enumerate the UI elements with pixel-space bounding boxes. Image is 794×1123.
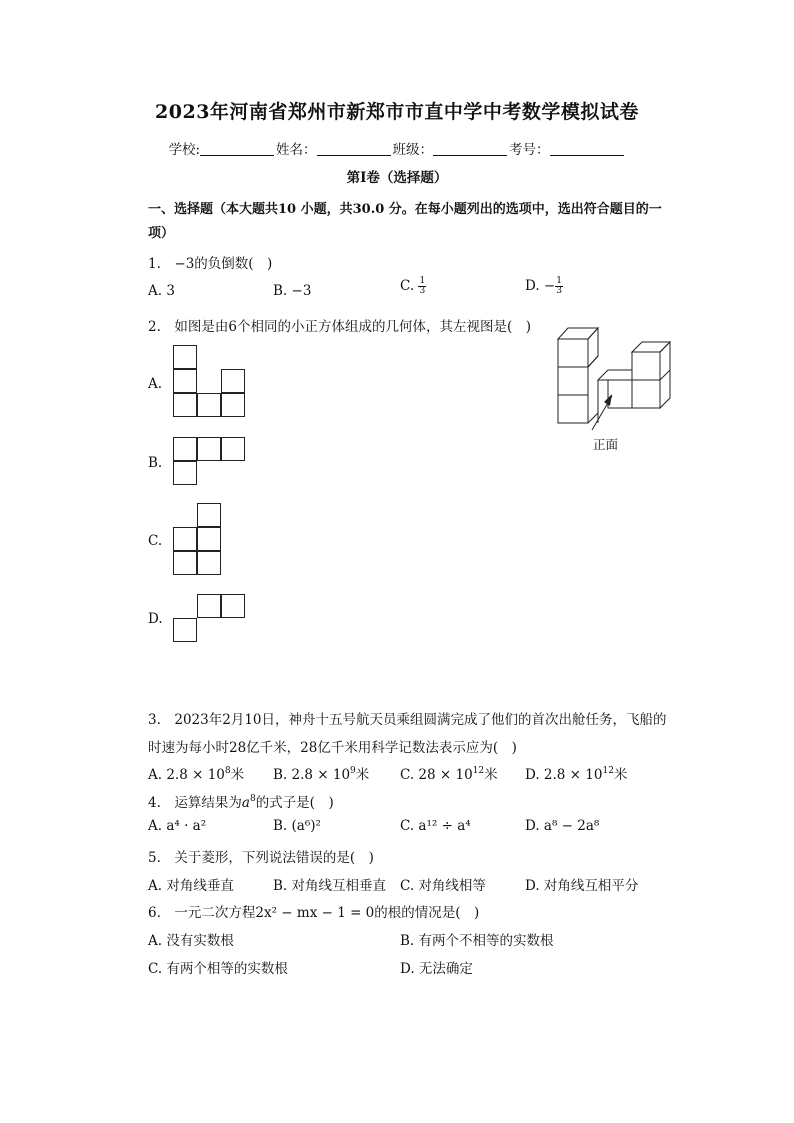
front-arrow bbox=[592, 394, 612, 430]
class-label: 班级： bbox=[392, 142, 434, 158]
q4-option-d: D. a⁸ − 2a⁸ bbox=[525, 818, 600, 834]
q1-stem: 1. −3的负倒数( ) bbox=[148, 256, 273, 272]
q6-option-b: B. 有两个不相等的实数根 bbox=[400, 933, 554, 949]
q4-option-c: C. a¹² ÷ a⁴ bbox=[400, 818, 471, 834]
q2-option-a-label: A. bbox=[148, 376, 163, 392]
q2-option-d-label: D. bbox=[148, 611, 163, 627]
q1-option-d: D. − $\frac{1}{3}$ bbox=[525, 276, 562, 296]
q4-option-b: B. (a⁶)² bbox=[273, 818, 321, 834]
part-one-heading: 一、选择题（本大题共10 小题，共30.0 分。在每小题列出的选项中，选出符合题目的一项） bbox=[148, 202, 662, 241]
q1-c-fraction: $\frac{1}{3}$ bbox=[419, 276, 426, 296]
exam-title: 2023年河南省郑州市新郑市市直中学中考数学模拟试卷 bbox=[155, 101, 639, 123]
q2-option-c-label: C. bbox=[148, 533, 163, 549]
q5-option-a: A. 对角线垂直 bbox=[148, 878, 234, 894]
q3-stem-line2: 时速为每小时28亿千米，28亿千米用科学记数法表示应为( ) bbox=[148, 740, 517, 756]
q3-stem-line1: 3. 2023年2月10日，神舟十五号航天员乘组圆满完成了他们的首次出舱任务，飞船的 bbox=[148, 712, 667, 728]
q3-option-c: C. $28 \times 10^{12}$米 bbox=[400, 766, 498, 783]
q3-option-b: B. $2.8 \times 10^9$米 bbox=[273, 766, 370, 783]
front-label: 正面 bbox=[593, 437, 619, 452]
name-label: 姓名： bbox=[276, 142, 317, 158]
q2-stem: 2. 如图是由6个相同的小正方体组成的几何体，其左视图是( ) bbox=[148, 319, 532, 335]
q6-option-a: A. 没有实数根 bbox=[148, 933, 234, 949]
q1-d-fraction: $\frac{1}{3}$ bbox=[556, 276, 562, 296]
q5-option-d: D. 对角线互相平分 bbox=[525, 878, 639, 894]
q3-option-a: A. $2.8 \times 10^8$米 bbox=[148, 766, 245, 783]
q5-option-c: C. 对角线相等 bbox=[400, 878, 486, 894]
q2-option-b-label: B. bbox=[148, 455, 163, 471]
class-blank bbox=[433, 143, 507, 156]
name-blank bbox=[317, 143, 391, 156]
school-blank bbox=[200, 143, 274, 156]
q6-stem: 6. 一元二次方程2x² − mx − 1 = 0的根的情况是( ) bbox=[148, 905, 480, 921]
q5-option-b: B. 对角线互相垂直 bbox=[273, 878, 387, 894]
student-info-line bbox=[0, 138, 794, 158]
q6-option-c: C. 有两个相等的实数根 bbox=[148, 961, 288, 977]
q6-option-d: D. 无法确定 bbox=[400, 961, 473, 977]
q1-option-a: A. 3 bbox=[148, 283, 175, 299]
q1-option-c: C. $\frac{1}{3}$ bbox=[400, 276, 426, 296]
section-title: 第I卷（选择题） bbox=[346, 170, 448, 186]
q3-option-d: D. $2.8 \times 10^{12}$米 bbox=[525, 766, 628, 783]
exam-no-blank bbox=[550, 143, 624, 156]
q4-stem: 4. 运算结果为$a^8$的式子是( ) bbox=[148, 794, 334, 811]
q4-option-a: A. a⁴ · a² bbox=[148, 818, 207, 834]
q5-stem: 5. 关于菱形，下列说法错误的是( ) bbox=[148, 850, 374, 866]
school-label: 学校: bbox=[168, 142, 201, 158]
q1-option-b: B. −3 bbox=[273, 283, 312, 299]
exam-no-label: 考号： bbox=[509, 142, 550, 158]
